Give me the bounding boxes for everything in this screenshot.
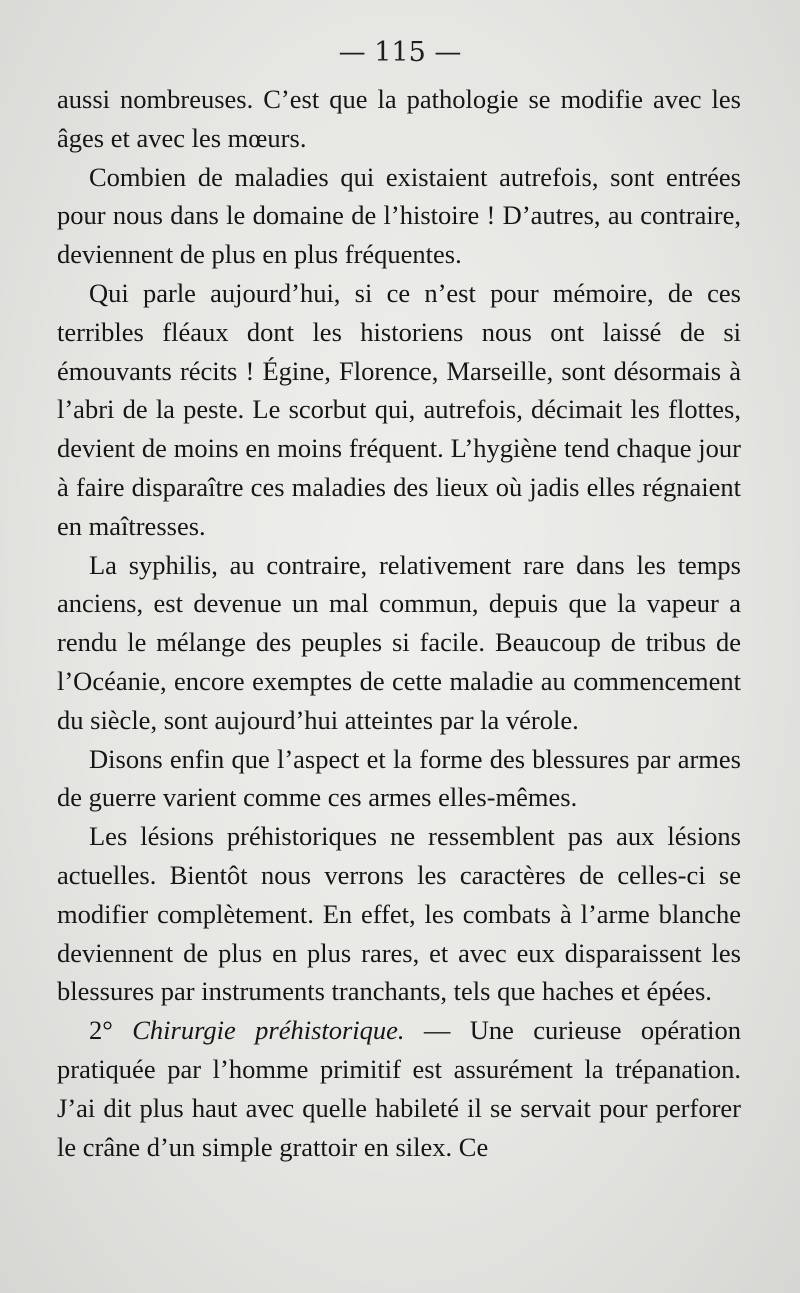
paragraph: Qui parle aujourd’hui, si ce n’est pour mémoire, de ces terribles fléaux dont les historiens nous ont laissé de si émouvants récits ! Égine, Florence, Marseille, sont désormais à l’abri de la peste. Le scorbut qui, autrefois, décimait les flottes, devient de moins en moins fréquent. L’hygiène tend chaque jour à faire disparaître ces maladies des lieux où jadis elles régnaient en maîtresses. bbox=[57, 277, 741, 541]
paragraph: La syphilis, au contraire, relativement rare dans les temps anciens, est devenue un mal commun, depuis que la vapeur a rendu le mélange des peuples si facile. Beaucoup de tribus de l’Océanie, encore exemptes de cette maladie au commencement du siècle, sont aujourd’hui atteintes par la vérole. bbox=[57, 549, 741, 735]
page-number: — 115 — bbox=[338, 37, 462, 68]
section-title: Chirurgie préhistorique. bbox=[132, 1015, 405, 1046]
paragraph: Disons enfin que l’aspect et la forme des blessures par armes de guerre varient comme ces armes elles-mêmes. bbox=[57, 743, 741, 813]
section-text: — Une curieuse opération pratiquée par l’homme primitif est assurément la trépanation. J’ai dit plus haut avec quelle habileté il se servait pour perforer le crâne d’un simple grattoir en silex. Ce bbox=[57, 1015, 741, 1162]
section-paragraph bbox=[57, 1011, 741, 1166]
paragraph: Combien de maladies qui existaient autrefois, sont entrées pour nous dans le domaine de l’histoire ! D’autres, au contraire, deviennent de plus en plus fréquentes. bbox=[57, 161, 741, 270]
body-text bbox=[57, 80, 741, 1166]
paragraph: Les lésions préhistoriques ne ressemblent pas aux lésions actuelles. Bientôt nous verrons les caractères de celles-ci se modifier complètement. En effet, les combats à l’arme blanche deviennent de plus en plus rares, et avec eux disparaissent les blessures par instruments tranchants, tels que haches et épées. bbox=[57, 821, 741, 1007]
paragraph: aussi nombreuses. C’est que la pathologie se modifie avec les âges et avec les mœurs. bbox=[57, 84, 741, 153]
section-number: 2° bbox=[89, 1015, 113, 1046]
